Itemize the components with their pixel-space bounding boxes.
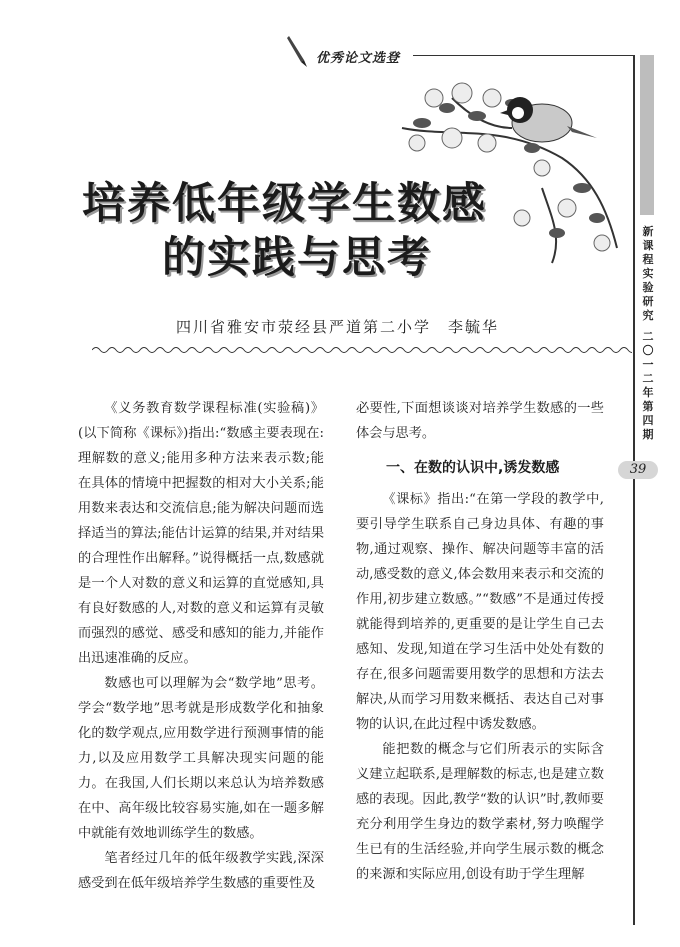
- title-line-2: 的实践与思考: [162, 233, 432, 283]
- body-left-column: [78, 396, 324, 896]
- paragraph-continuation: 必要性,下面想谈谈对培养学生数感的一些体会与思考。: [356, 401, 604, 441]
- wavy-divider: [92, 345, 632, 355]
- pen-icon: [286, 34, 310, 68]
- section-tag: 优秀论文选登: [316, 51, 401, 66]
- journal-name: 新 课 程 实 验 研 究: [642, 225, 654, 322]
- journal-issue: 二 〇 一 二 年 第 四 期: [642, 330, 654, 441]
- body-right-column: [356, 396, 604, 887]
- paragraph: 笔者经过几年的低年级教学实践,深深感受到在低年级培养学生数感的重要性及: [78, 851, 324, 891]
- author-line: 四川省雅安市荥经县严道第二小学 李毓华: [176, 318, 500, 336]
- section-heading: 一、在数的认识中,诱发数感: [386, 460, 560, 476]
- paragraph: 数感也可以理解为会“数学地”思考。学会“数学地”思考就是形成数学化和抽象化的数学观点,应用数学进行预测事情的能力,以及应用数学工具解决现实问题的能力。在我国,人们长期以来总认为培养数感在中、高年级比较容易实施,如在一题多解中就能有效地训练学生的数感。: [78, 676, 324, 841]
- page-number: 39: [618, 461, 658, 479]
- header-rule: [413, 55, 635, 56]
- paragraph: 能把数的概念与它们所表示的实际含义建立起联系,是理解数的标志,也是建立数感的表现。因此,教学“数的认识”时,教师要充分利用学生身边的数学素材,努力唤醒学生已有的生活经验,并向学生展示数的概念的来源和实际应用,创设有助于学生理解: [356, 742, 604, 882]
- paragraph: 《义务教育数学课程标准(实验稿)》(以下简称《课标》)指出:“数感主要表现在:理解数的意义;能用多种方法来表示数;能在具体的情境中把握数的相对大小关系;能用数来表达和交流信息;能为解决问题而选择适当的算法;能估计运算的结果,并对结果的合理性作出解释。”说得概括一点,数感就是一个人对数的意义和运算的直觉感知,具有良好数感的人,对数的意义和运算有灵敏而强烈的感觉、感受和感知的能力,并能作出迅速准确的反应。: [78, 401, 325, 666]
- title-line-1: 培养低年级学生数感: [82, 179, 487, 229]
- side-bar: [633, 55, 635, 925]
- paragraph: 《课标》指出:“在第一学段的教学中,要引导学生联系自己身边具体、有趣的事物,通过观察、操作、解决问题等丰富的活动,感受数的意义,体会数用来表示和交流的作用,初步建立数感。”“数感”不是通过传授就能得到培养的,更重要的是让学生自己去感知、发现,知道在学习生活中处处有数的存在,很多问题需要用数学的思想和方法去解决,从而学习用数来概括、表达自己对事物的认识,在此过程中诱发数感。: [356, 492, 604, 732]
- side-tab: [640, 55, 654, 215]
- article-title: [82, 177, 487, 285]
